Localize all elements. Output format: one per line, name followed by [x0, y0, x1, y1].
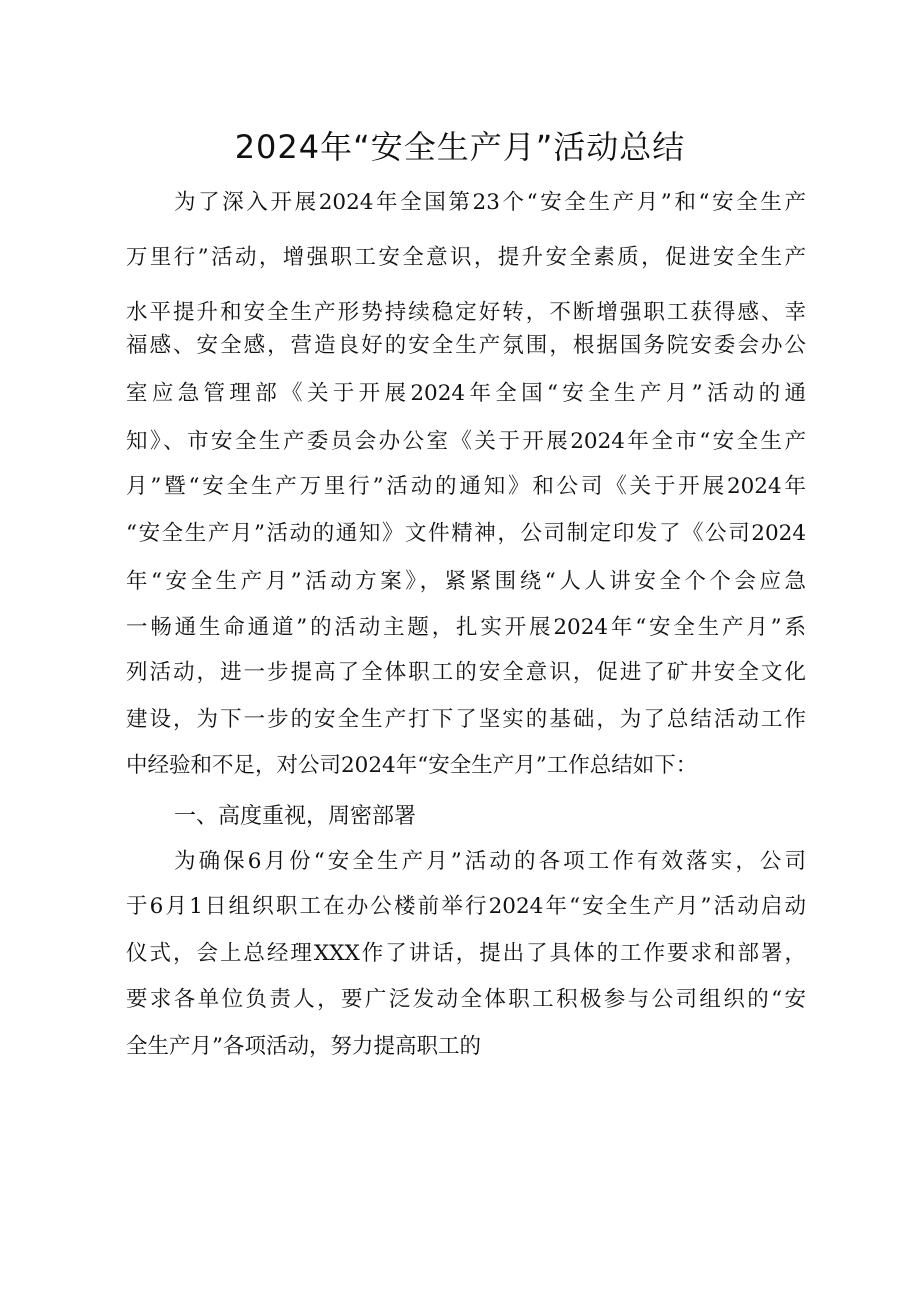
paragraph-line: 为了深入开展2024年全国第23个“安全生产月”和“安全生产 [174, 190, 806, 215]
paragraph-line: 全生产月”各项活动，努力提高职工的 [126, 1034, 481, 1059]
paragraph-line: 水平提升和安全生产形势持续稳定好转，不断增强职工获得感、幸 [126, 300, 806, 325]
document-title: 2024年“安全生产月”活动总结 [234, 128, 686, 166]
paragraph-line: 建设，为下一步的安全生产打下了坚实的基础，为了总结活动工作 [126, 707, 806, 732]
paragraph-line: 中经验和不足，对公司2024年“安全生产月”工作总结如下： [126, 753, 698, 778]
paragraph-line: “安全生产月”活动的通知》文件精神，公司制定印发了《公司2024 [126, 521, 806, 546]
paragraph-line: 于6月1日组织职工在办公楼前举行2024年“安全生产月”活动启动 [126, 894, 806, 919]
paragraph-line: 知》、市安全生产委员会办公室《关于开展2024年全市“安全生产 [126, 429, 806, 454]
paragraph-line: 年“安全生产月”活动方案》，紧紧围绕“人人讲安全个个会应急 [126, 569, 806, 594]
paragraph-line: 为确保6月份“安全生产月”活动的各项工作有效落实，公司 [174, 849, 806, 874]
paragraph-line: 列活动，进一步提高了全体职工的安全意识，促进了矿井安全文化 [126, 660, 806, 685]
paragraph-line: 万里行”活动，增强职工安全意识，提升安全素质，促进安全生产 [126, 245, 806, 270]
paragraph-line: 福感、安全感，营造良好的安全生产氛围，根据国务院安委会办公 [126, 333, 806, 358]
paragraph-line: 室应急管理部《关于开展2024年全国“安全生产月”活动的通 [126, 381, 806, 406]
paragraph-line: 月”暨“安全生产万里行”活动的通知》和公司《关于开展2024年 [126, 474, 806, 499]
paragraph-line: 仪式，会上总经理XXX作了讲话，提出了具体的工作要求和部署， [126, 941, 806, 966]
paragraph-line: 一畅通生命通道”的活动主题，扎实开展2024年“安全生产月”系 [126, 615, 806, 640]
section-heading: 一、高度重视，周密部署 [174, 804, 417, 829]
paragraph-line: 要求各单位负责人，要广泛发动全体职工积极参与公司组织的“安 [126, 987, 806, 1012]
